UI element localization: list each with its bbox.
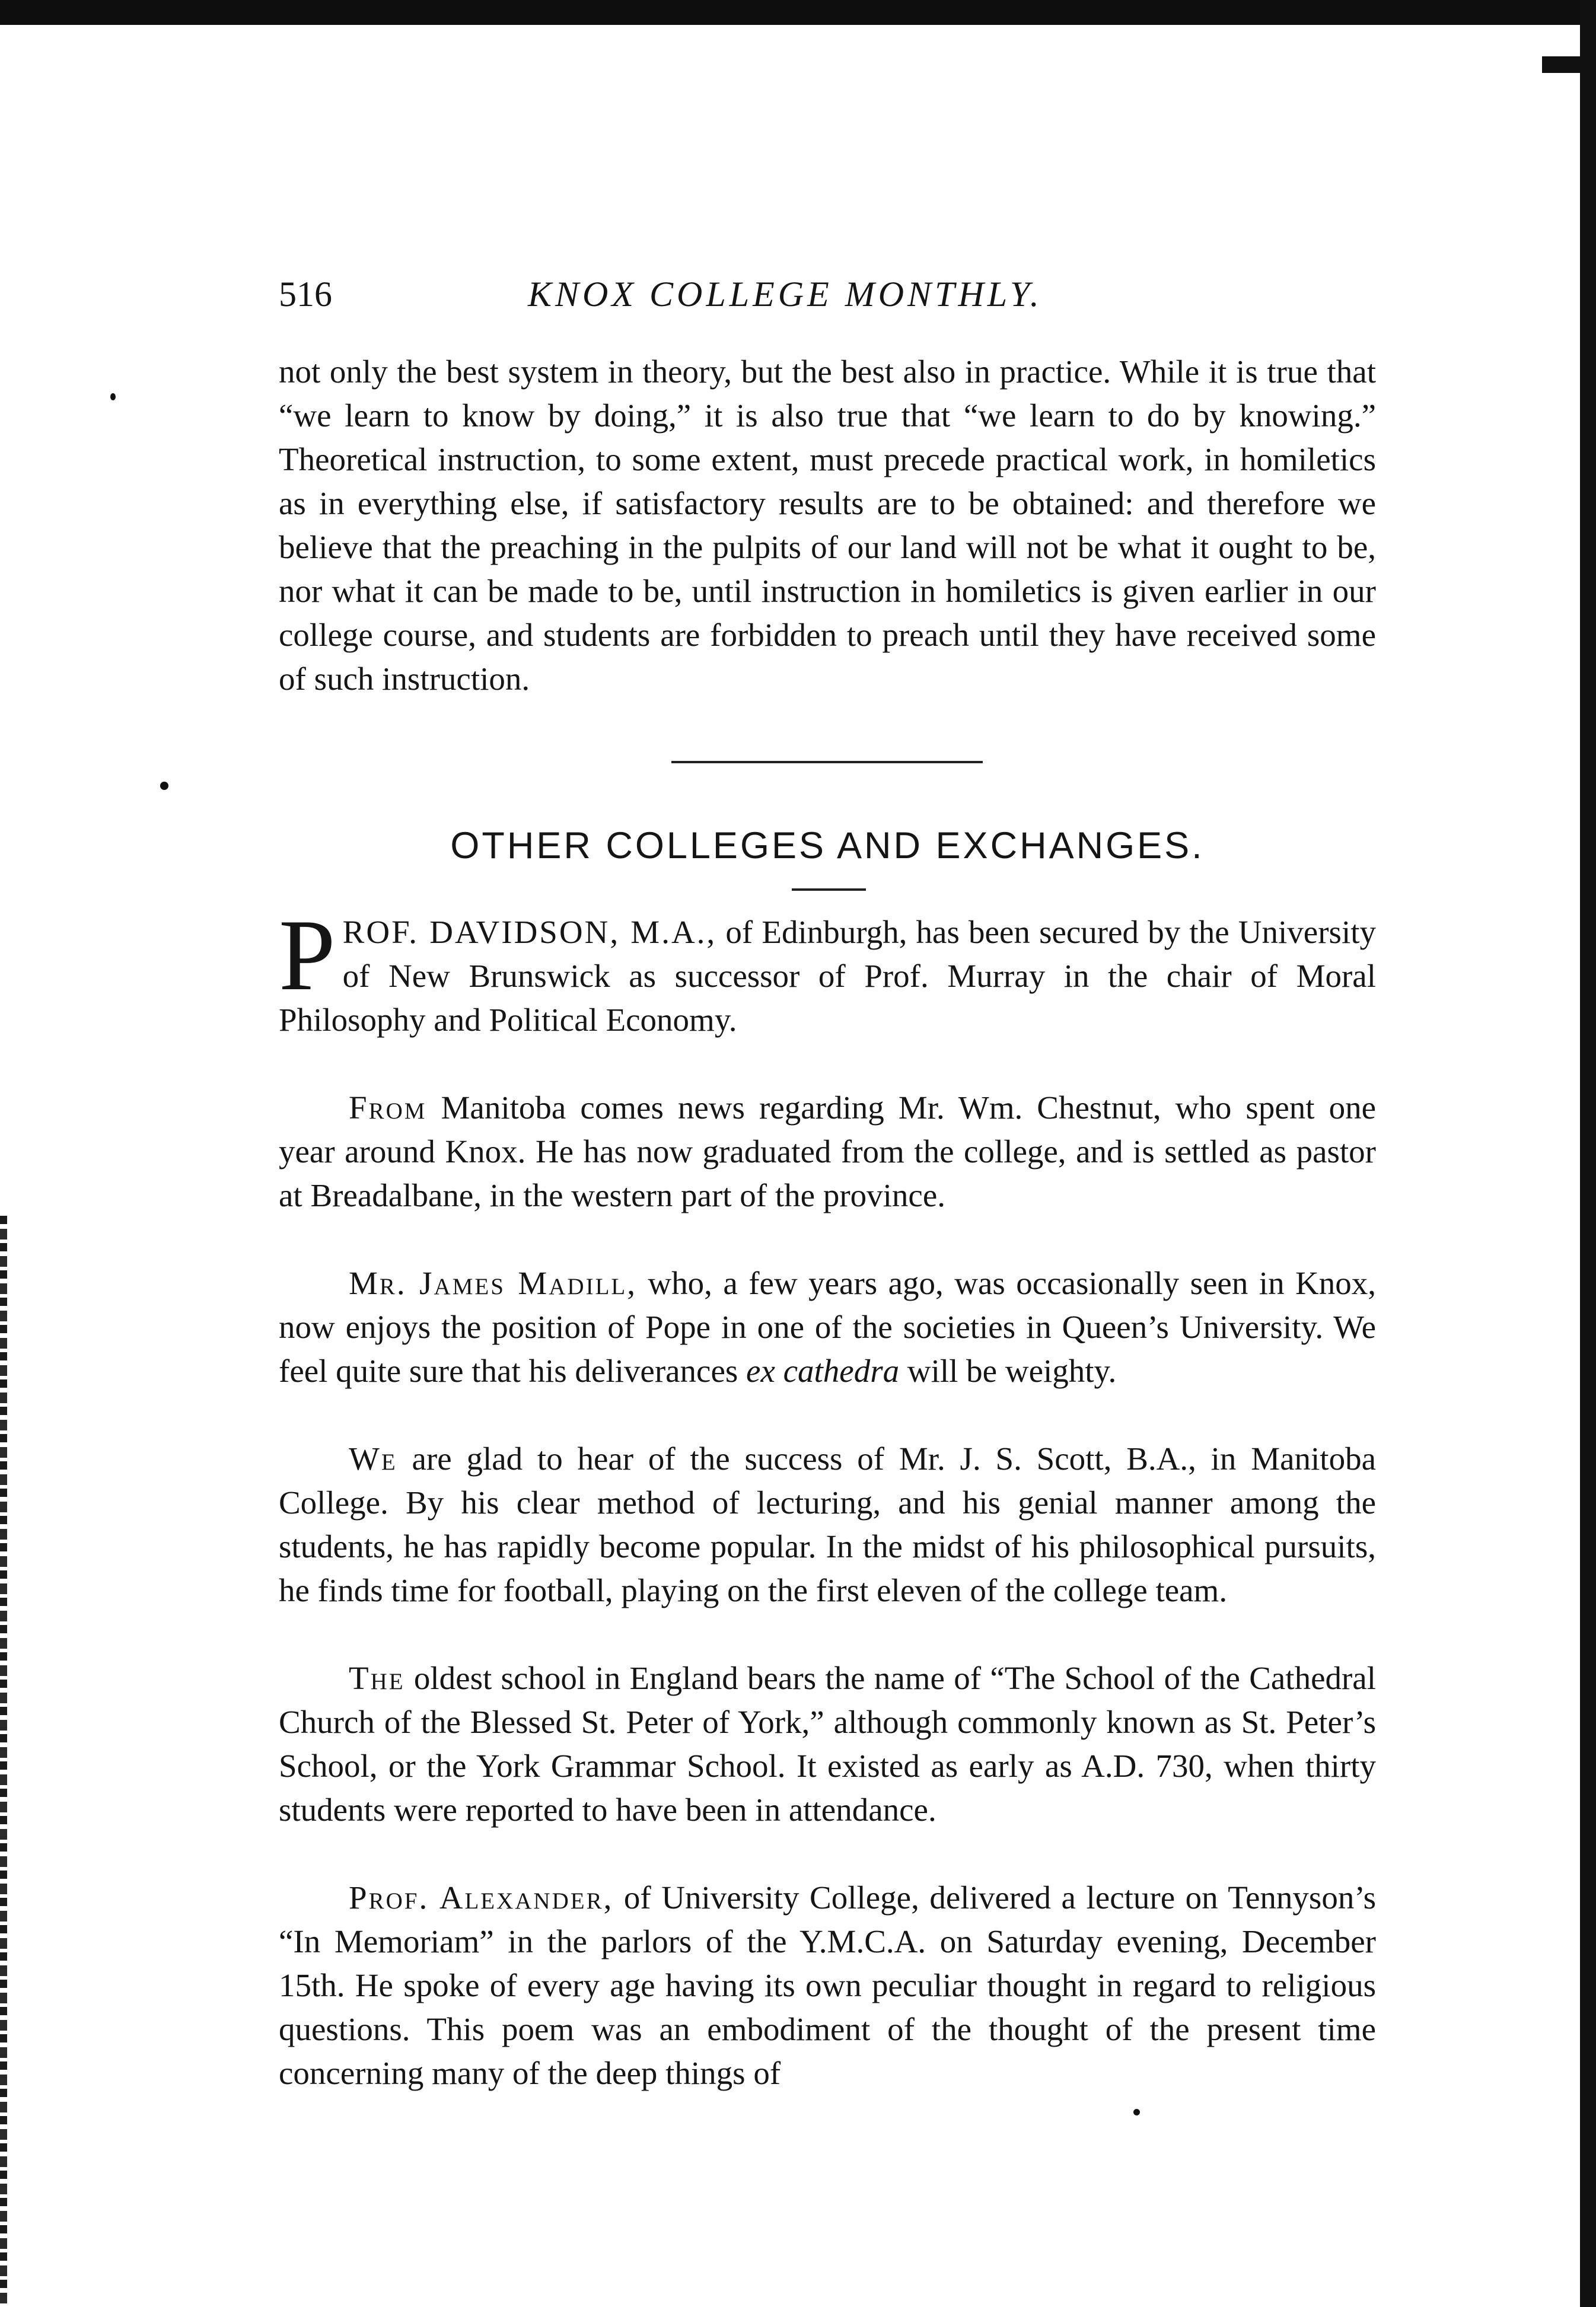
item-lead: Mr. James Madill,: [349, 1265, 637, 1301]
item-lead: Prof. Alexander,: [349, 1879, 614, 1916]
item-text: are glad to hear of the success of Mr. J. S. Scott, B.A., in Manitoba College. By his clear method of lecturing, and his genial manner among the students, he has rapidly become popular. In the midst of his philosophical pursuits, he finds time for football, playing on the first eleven of the college team.: [279, 1441, 1376, 1608]
news-item: [279, 1876, 1376, 2095]
section-divider: [671, 761, 983, 763]
item-text: of Edinburgh, has been secured by the University of New Brunswick as successor of Prof. Murray in the chair of Moral Philosophy and Political Economy.: [279, 914, 1377, 1038]
news-item: [279, 1086, 1376, 1218]
section-title: OTHER COLLEGES AND EXCHANGES.: [450, 825, 1205, 866]
intro-column: [279, 350, 1376, 701]
drop-cap: P: [279, 899, 336, 1012]
news-item: [279, 1437, 1376, 1613]
title-underline: [792, 888, 866, 891]
scan-border-top: [0, 0, 1596, 25]
item-text-after: will be weighty.: [899, 1353, 1117, 1389]
item-lead: The: [349, 1660, 405, 1696]
scan-border-right: [1580, 0, 1596, 2307]
item-lead: From: [349, 1089, 427, 1126]
scan-border-corner: [1542, 56, 1584, 73]
running-title: KNOX COLLEGE MONTHLY.: [528, 275, 1043, 314]
item-lead: ROF. DAVIDSON, M.A.,: [342, 914, 717, 950]
scan-border-left: [0, 1216, 7, 2307]
item-text: who, a few years ago, was occasionally seen in Knox, now enjoys the position of Pope in one of the societies in Queen’s University. We feel quite sure that his deliverances: [279, 1265, 1377, 1389]
scan-speck: [110, 393, 116, 400]
scan-speck: [160, 782, 168, 790]
item-lead: We: [349, 1441, 397, 1477]
news-item: [279, 1261, 1376, 1393]
intro-paragraph: not only the best system in theory, but the best also in practice. While it is true that “we learn to know by doing,” it is also true that “we learn to do by knowing.” Theoretical instruction, to some extent, must precede practical work, in homiletics as in everything else, if satisfactory results are to be obtained: and therefore we believe that the preaching in the pulpits of our land will not be what it ought to be, nor what it can be made to be, until instruction in homiletics is given earlier in our college course, and students are forbidden to preach until they have received some of such instruction.: [279, 353, 1376, 697]
item-text: oldest school in England bears the name of “The School of the Cathedral Church of the Blessed St. Peter of York,” although commonly known as St. Peter’s School, or the York Grammar School. It existed as early as A.D. 730, when thirty students were reported to have been in attendance.: [279, 1660, 1376, 1828]
news-item: [279, 899, 1377, 1042]
news-item: [279, 1656, 1376, 1832]
item-italic: ex cathedra: [746, 1353, 900, 1389]
item-text: of University College, delivered a lecture on Tennyson’s “In Memoriam” in the parlors of the Y.M.C.A. on Saturday evening, December 15th. He spoke of every age having its own peculiar thought in regard to religious questions. This poem was an embodiment of the thought of the present time concerning many of the deep things of: [279, 1879, 1376, 2091]
news-items: [279, 899, 1377, 2139]
item-text: Manitoba comes news regarding Mr. Wm. Chestnut, who spent one year around Knox. He has now graduated from the college, and is settled as pastor at Breadalbane, in the western part of the province.: [279, 1089, 1376, 1213]
page-header: [279, 274, 1376, 321]
page-number: 516: [279, 275, 332, 314]
